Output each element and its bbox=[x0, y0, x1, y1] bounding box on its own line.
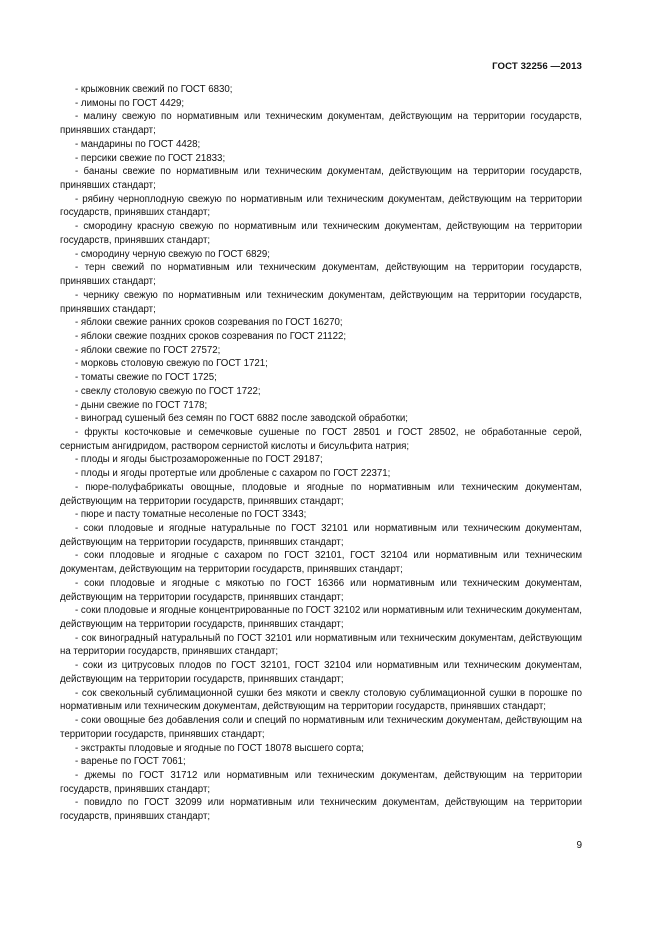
list-item: - пюре-полуфабрикаты овощные, плодовые и ягодные по нормативным или техническим документам, действующим на территории государств, принявших стандарт; bbox=[60, 481, 582, 507]
list-item: - яблоки свежие ранних сроков созревания по ГОСТ 16270; bbox=[75, 317, 343, 329]
list-item: - варенье по ГОСТ 7061; bbox=[75, 756, 186, 768]
list-item: - экстракты плодовые и ягодные по ГОСТ 18078 высшего сорта; bbox=[75, 742, 364, 754]
list-item: - сок свекольный сублимационной сушки без мякоти и свеклу столовую сублимационной сушки в порошке по нормативным или техническим документам, действующим на территории государств, принявших стандарт; bbox=[60, 687, 582, 713]
list-item: - мандарины по ГОСТ 4428; bbox=[75, 138, 201, 150]
document-code-header: ГОСТ 32256 —2013 bbox=[492, 61, 582, 72]
list-item: - чернику свежую по нормативным или техническим документам, действующим на территории государств, принявших стандарт; bbox=[60, 289, 582, 315]
list-item: - бананы свежие по нормативным или техническим документам, действующим на территории государств, принявших стандарт; bbox=[60, 166, 582, 192]
list-item: - томаты свежие по ГОСТ 1725; bbox=[75, 372, 217, 384]
list-item: - рябину черноплодную свежую по нормативным или техническим документам, действующим на территории государств, принявших стандарт; bbox=[60, 193, 582, 219]
list-item: - терн свежий по нормативным или техническим документам, действующим на территории государств, принявших стандарт; bbox=[60, 262, 582, 288]
list-item: - соки овощные без добавления соли и специй по нормативным или техническим документам, действующим на территории государств, принявших стандарт; bbox=[60, 715, 582, 740]
list-item: - соки плодовые и ягодные натуральные по ГОСТ 32101 или нормативным или техническим документам, действующим на территории государств, принявших стандарт; bbox=[60, 523, 582, 548]
list-item: - плоды и ягоды протертые или дробленые с сахаром по ГОСТ 22371; bbox=[75, 468, 391, 480]
list-item: - морковь столовую свежую по ГОСТ 1721; bbox=[75, 358, 268, 370]
list-item: - свеклу столовую свежую по ГОСТ 1722; bbox=[75, 385, 261, 397]
list-item: - соки плодовые и ягодные концентрированные по ГОСТ 32102 или нормативным или техническим документам, действующим на территории государств, принявших стандарт; bbox=[60, 605, 582, 631]
list-item: - яблоки свежие по ГОСТ 27572; bbox=[75, 344, 221, 356]
list-item: - плоды и ягоды быстрозамороженные по ГОСТ 29187; bbox=[75, 454, 323, 466]
list-item: - дыни свежие по ГОСТ 7178; bbox=[75, 399, 208, 411]
list-item: - крыжовник свежий по ГОСТ 6830; bbox=[75, 84, 233, 95]
list-item: - виноград сушеный без семян по ГОСТ 6882 после заводской обработки; bbox=[75, 413, 408, 425]
list-item: - лимоны по ГОСТ 4429; bbox=[75, 97, 185, 109]
list-item: - малину свежую по нормативным или техническим документам, действующим на территории государств, принявших стандарт; bbox=[60, 111, 582, 137]
list-item: - яблоки свежие поздних сроков созревания по ГОСТ 21122; bbox=[75, 330, 347, 342]
list-item: - смородину черную свежую по ГОСТ 6829; bbox=[75, 248, 270, 260]
page-number: 9 bbox=[576, 840, 582, 851]
list-item: - соки плодовые и ягодные с мякотью по ГОСТ 16366 или нормативным или техническим документам, действующим на территории государств, принявших стандарт; bbox=[60, 577, 582, 603]
list-item: - пюре и пасту томатные несоленые по ГОСТ 3343; bbox=[75, 509, 307, 521]
ingredient-list bbox=[60, 83, 582, 824]
list-item: - сок виноградный натуральный по ГОСТ 32101 или нормативным или техническим документам, действующим на территории государств, принявших стандарт; bbox=[60, 632, 582, 658]
list-item: - персики свежие по ГОСТ 21833; bbox=[75, 152, 226, 164]
list-item: - фрукты косточковые и семечковые сушеные по ГОСТ 28501 и ГОСТ 28502, не обработанные серой, сернистым ангидридом, раствором сернистой кислоты и бисульфита натрия; bbox=[60, 426, 582, 452]
list-item: - соки из цитрусовых плодов по ГОСТ 32101, ГОСТ 32104 или нормативным или техническим документам, действующим на территории государств, принявших стандарт; bbox=[60, 660, 582, 685]
list-item: - соки плодовые и ягодные с сахаром по ГОСТ 32101, ГОСТ 32104 или нормативным или техническим документам, действующим на территории государств, принявших стандарт; bbox=[60, 550, 582, 576]
list-item: - джемы по ГОСТ 31712 или нормативным или техническим документам, действующим на территории государств, принявших стандарт; bbox=[60, 769, 582, 795]
list-item: - смородину красную свежую по нормативным или техническим документам, действующим на территории государств, принявших стандарт; bbox=[60, 221, 582, 246]
list-item: - повидло по ГОСТ 32099 или нормативным или техническим документам, действующим на территории государств, принявших стандарт; bbox=[60, 797, 582, 823]
